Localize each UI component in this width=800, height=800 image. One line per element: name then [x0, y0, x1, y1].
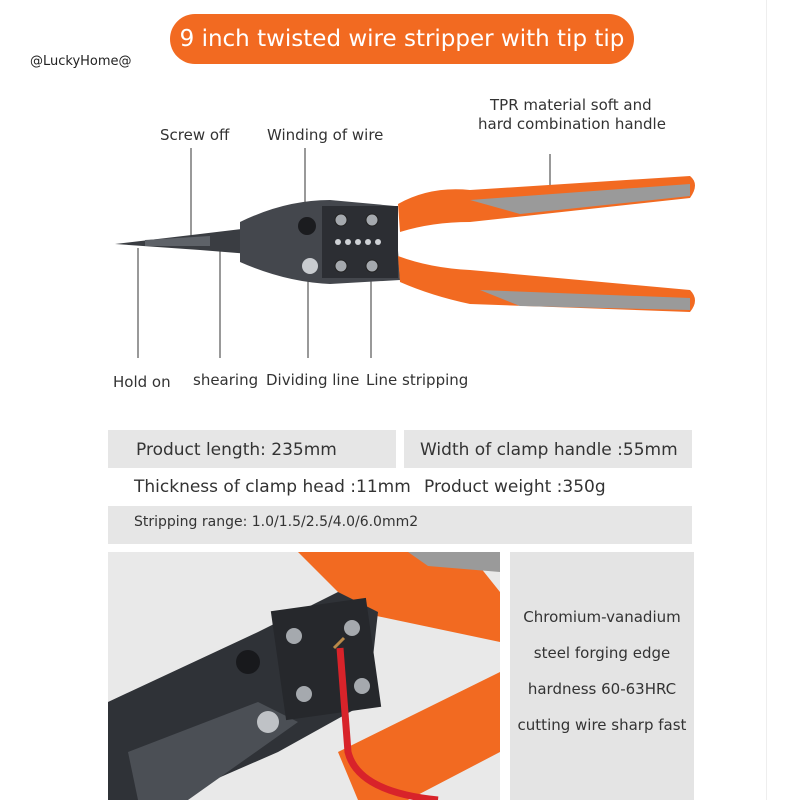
watermark: @LuckyHome@ — [30, 54, 132, 69]
spec-thickness: Thickness of clamp head :11mm — [134, 477, 411, 497]
feature-line-1: Chromium-vanadium — [523, 608, 681, 626]
label-shearing: shearing — [193, 371, 259, 389]
spec-length: Product length: 235mm — [136, 440, 337, 460]
spec-width: Width of clamp handle :55mm — [420, 440, 678, 460]
feature-line-2: steel forging edge — [533, 644, 671, 662]
label-handle-2: hard combination handle — [478, 115, 666, 133]
label-dividing: Dividing line — [266, 371, 360, 389]
label-stripping: Line stripping — [366, 371, 469, 389]
title-banner: 9 inch twisted wire stripper with tip tip — [170, 14, 634, 64]
screw-hole — [298, 217, 316, 235]
spec-range: Stripping range: 1.0/1.5/2.5/4.0/6.0mm2 — [134, 514, 419, 530]
crimp-hole — [302, 258, 318, 274]
label-hold-on: Hold on — [113, 373, 171, 391]
feature-line-4: cutting wire sharp fast — [517, 716, 687, 734]
label-screw-off: Screw off — [160, 126, 230, 144]
feature-line-3: hardness 60-63HRC — [527, 680, 677, 698]
spec-weight: Product weight :350g — [424, 477, 606, 497]
label-handle-1: TPR material soft and — [490, 96, 652, 114]
closeup-photo — [108, 552, 500, 800]
features-panel — [510, 552, 694, 800]
closeup-svg — [108, 552, 500, 800]
label-winding: Winding of wire — [267, 126, 384, 144]
